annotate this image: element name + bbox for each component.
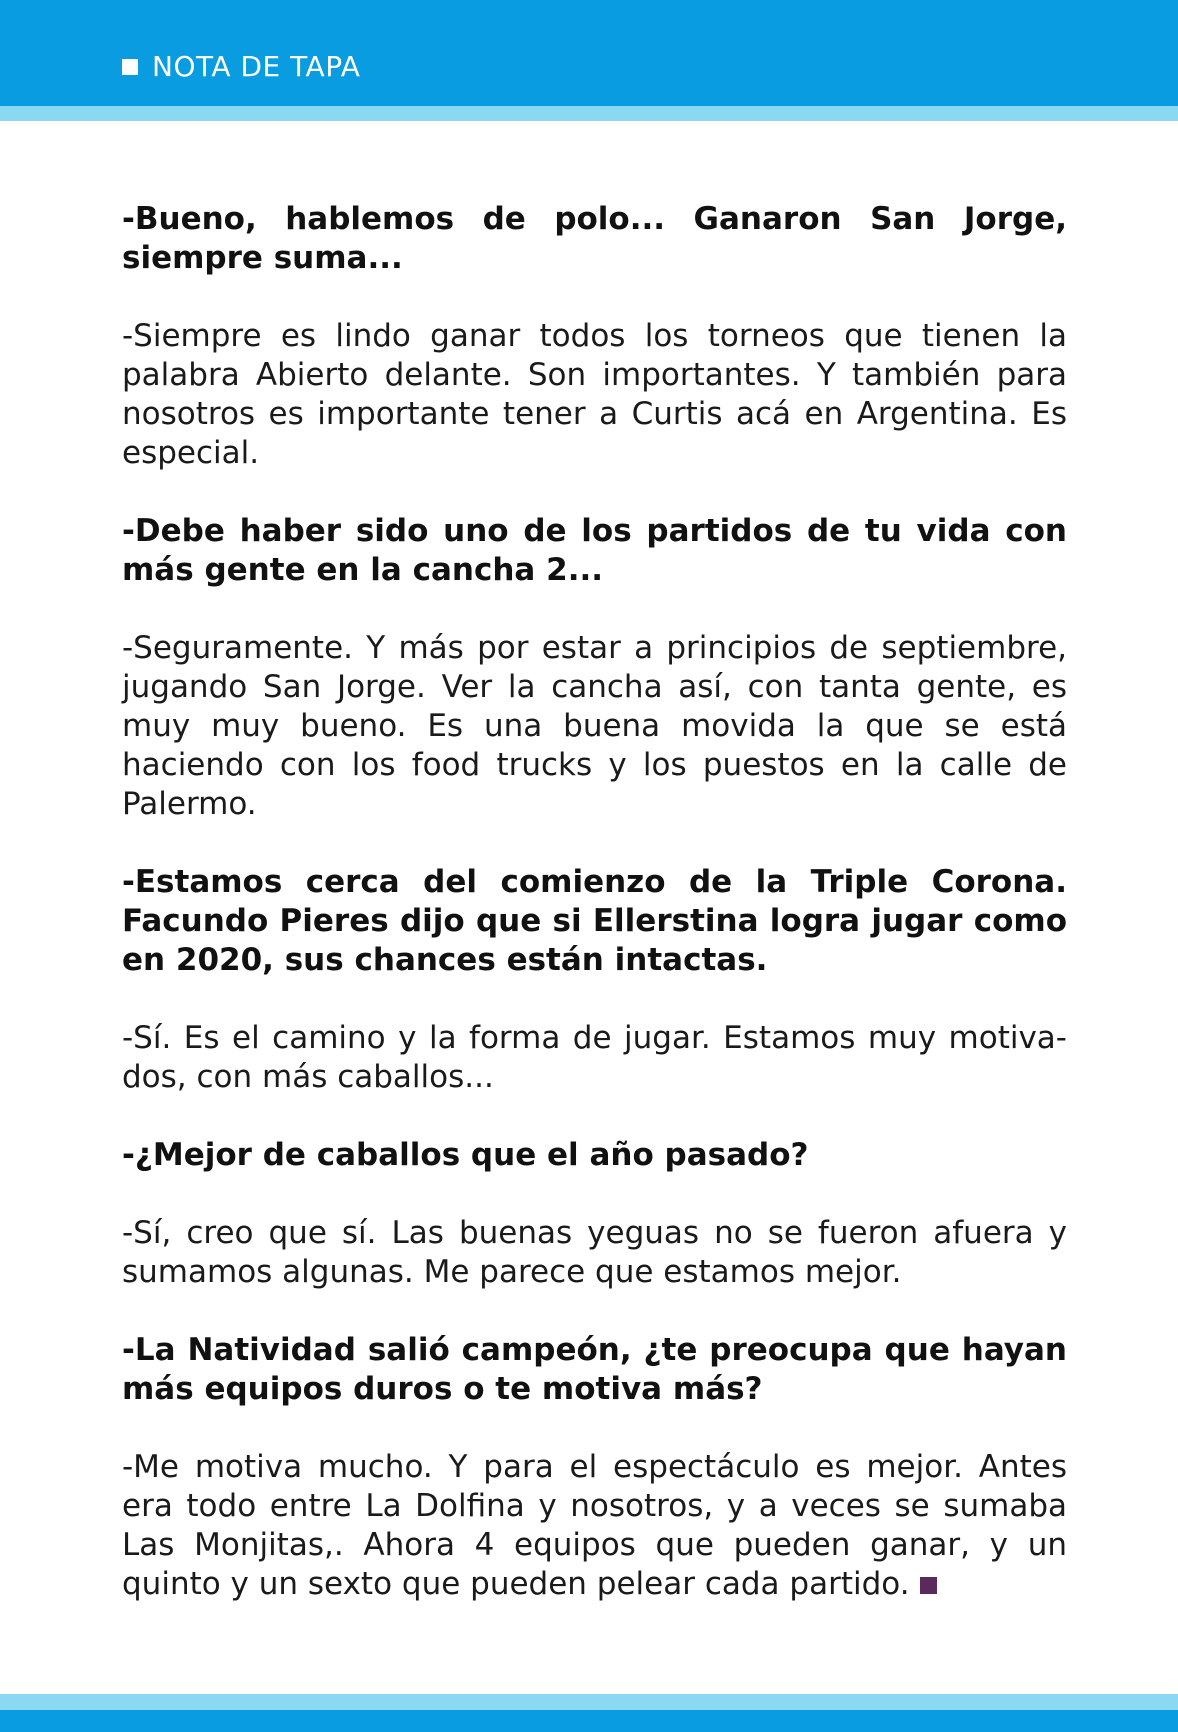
header-stripe xyxy=(0,106,1178,121)
interview-question-4: -¿Mejor de caballos que el año pasado? xyxy=(122,1137,809,1173)
interview-answer-1: -Siempre es lindo ganar todos los torneos que tienen la palabra Abierto delante. Son importantes. Y también para nosotros es importante tener a Curtis acá en Argentina. Es especial. xyxy=(122,318,1067,471)
interview-answer-3: -Sí. Es el camino y la forma de jugar. Estamos muy motiva-dos, con más caballos... xyxy=(122,1020,1067,1095)
interview-question-3: -Estamos cerca del comienzo de la Triple Corona. Facundo Pieres dijo que si Ellerstina logra jugar como en 2020, sus chances están intactas. xyxy=(122,864,1067,978)
interview-answer-5-text: -Me motiva mucho. Y para el espectáculo es mejor. Antes era todo entre La Dolfina y nosotros, y a veces se sumaba Las Monjitas,. Ahora 4 equipos que pueden ganar, y un quinto y un sexto que pueden pelear cada partido. xyxy=(122,1449,1067,1602)
header-bar xyxy=(0,0,1178,106)
interview-answer-5 xyxy=(122,1448,1067,1604)
interview-question-1: -Bueno, hablemos de polo... Ganaron San Jorge, siempre suma... xyxy=(122,201,1067,276)
section-label xyxy=(122,50,360,83)
square-bullet-icon xyxy=(122,59,138,75)
end-of-article-square-icon xyxy=(920,1577,937,1594)
section-label-text: NOTA DE TAPA xyxy=(152,50,361,83)
interview-answer-2: -Seguramente. Y más por estar a principios de septiembre, jugando San Jorge. Ver la cancha así, con tanta gente, es muy muy bueno. Es una buena movida la que se está haciendo con los food trucks y los puestos en la calle de Palermo. xyxy=(122,630,1067,822)
footer-bar xyxy=(0,1710,1178,1732)
interview-question-2: -Debe haber sido uno de los partidos de tu vida con más gente en la cancha 2... xyxy=(122,513,1067,588)
article-body xyxy=(122,200,1067,1643)
footer-stripe xyxy=(0,1694,1178,1710)
interview-question-5: -La Natividad salió campeón, ¿te preocupa que hayan más equipos duros o te motiva más? xyxy=(122,1332,1067,1407)
interview-answer-4: -Sí, creo que sí. Las buenas yeguas no se fueron afuera y sumamos algunas. Me parece que estamos mejor. xyxy=(122,1215,1067,1290)
